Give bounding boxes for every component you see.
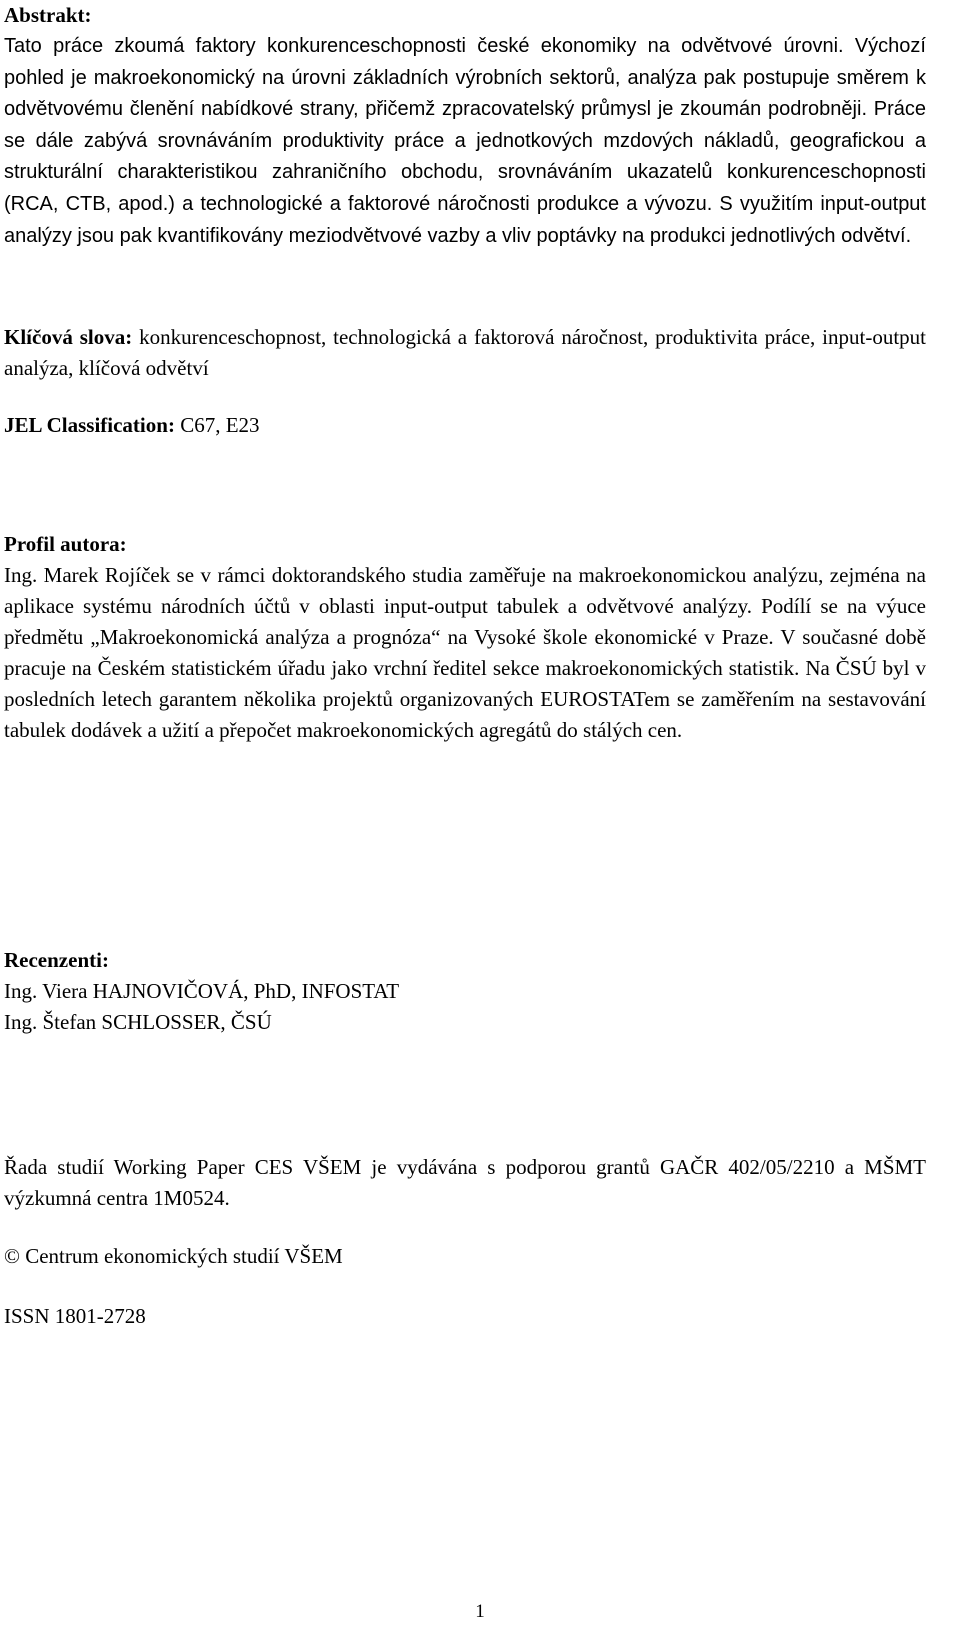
reviewer-item: Ing. Štefan SCHLOSSER, ČSÚ (4, 1010, 272, 1034)
page-number: 1 (475, 1601, 485, 1622)
abstract-heading: Abstrakt: (4, 3, 92, 27)
keywords-label: Klíčová slova: (4, 325, 133, 349)
reviewers-section (4, 945, 926, 1038)
profile-section (4, 529, 926, 746)
issn: ISSN 1801-2728 (4, 1304, 146, 1328)
jel-label: JEL Classification: (4, 413, 175, 437)
profile-text: Ing. Marek Rojíček se v rámci doktorandského studia zaměřuje na makroekonomickou analýzu, zejména na aplikace systému národních účtů v oblasti input-output tabulek a odvětvové analýzy. Podílí se na výuce předmětu „Makroekonomická analýza a prognóza“ na Vysoké škole ekonomické v Praze. V současné době pracuje na Českém statistickém úřadu jako vrchní ředitel sekce makroekonomických statistik. Na ČSÚ byl v posledních letech garantem několika projektů organizovaných EUROSTATem se zaměřením na sestavování tabulek dodávek a užití a přepočet makroekonomických agregátů do stálých cen. (4, 563, 926, 742)
profile-heading: Profil autora: (4, 532, 127, 556)
abstract-section (4, 0, 926, 252)
keywords-text: konkurenceschopnost, technologická a faktorová náročnost, produktivita práce, input-output analýza, klíčová odvětví (4, 325, 927, 380)
reviewers-heading: Recenzenti: (4, 948, 109, 972)
jel-paragraph (4, 410, 926, 441)
copyright-notice: © Centrum ekonomických studií VŠEM (4, 1244, 343, 1268)
jel-text: C67, E23 (174, 413, 260, 437)
keywords-paragraph (4, 322, 926, 384)
abstract-text: Tato práce zkoumá faktory konkurenceschopnosti české ekonomiky na odvětvové úrovni. Výchozí pohled je makroekonomický na úrovni základních výrobních sektorů, analýza pak postupuje směrem k odvětvovému členění nabídkové strany, přičemž zpracovatelský průmysl je zkoumán podrobněji. Práce se dále zabývá srovnáváním produktivity práce a jednotkových mzdových nákladů, geografickou a strukturální charakteristikou zahraničního obchodu, srovnáváním ukazatelů konkurenceschopnosti (RCA, CTB, apod.) a technologické a faktorové náročnosti produkce a vývozu. S využitím input-output analýzy jsou pak kvantifikovány meziodvětvové vazby a vliv poptávky na produkci jednotlivých odvětví. (4, 35, 926, 247)
reviewer-item: Ing. Viera HAJNOVIČOVÁ, PhD, INFOSTAT (4, 979, 400, 1003)
series-note: Řada studií Working Paper CES VŠEM je vydávána s podporou grantů GAČR 402/05/2210 a MŠMT výzkumná centra 1M0524. (4, 1155, 926, 1210)
